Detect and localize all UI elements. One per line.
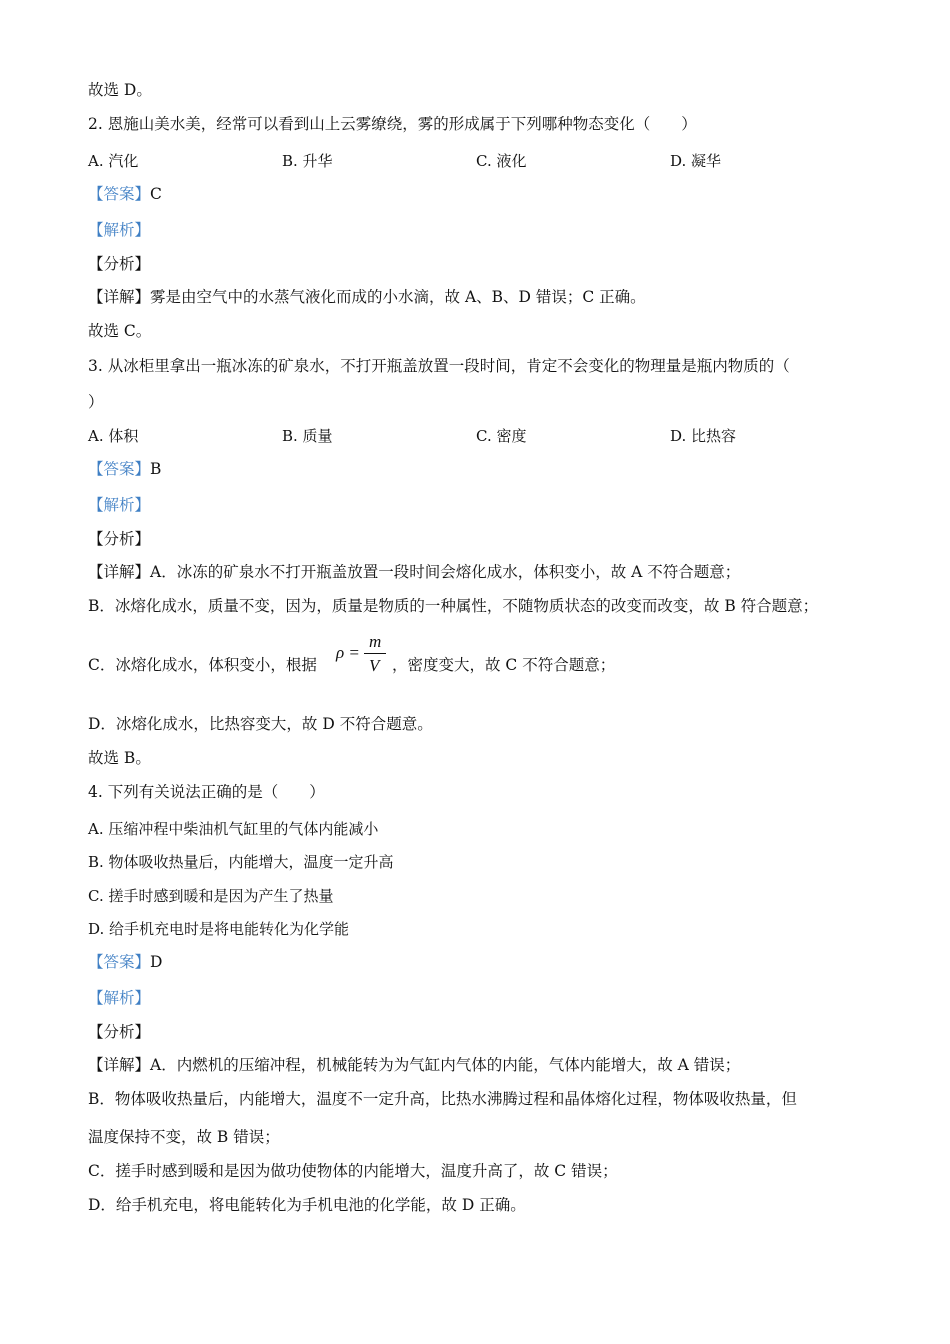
fraction-bar [364, 653, 386, 654]
q4-option-b-explanation-line1: B．物体吸收热量后，内能增大，温度不一定升高，比热水沸腾过程和晶体熔化过程，物体吸收热量，但 [88, 1090, 797, 1108]
q2-option-c: C. 液化 [476, 152, 527, 170]
q1-conclusion: 故选 D。 [88, 81, 152, 99]
q4-answer-line [88, 952, 162, 972]
q4-option-a: A. 压缩冲程中柴油机气缸里的气体内能减小 [88, 820, 379, 838]
q3-option-d: D. 比热容 [670, 427, 737, 445]
answer-label: 【答案】 [88, 953, 151, 971]
q2-option-d: D. 凝华 [670, 152, 722, 170]
q3-detail-line [88, 562, 740, 582]
q4-option-b: B. 物体吸收热量后，内能增大，温度一定升高 [88, 853, 394, 871]
q3-stem-line1: 3. 从冰柜里拿出一瓶冰冻的矿泉水，不打开瓶盖放置一段时间，肯定不会变化的物理量是瓶内物质的（ [88, 357, 790, 375]
q3-stem-line2: ） [88, 393, 104, 411]
q4-option-d-explanation: D．给手机充电，将电能转化为手机电池的化学能，故 D 正确。 [88, 1196, 526, 1214]
detail-label: 【详解】 [88, 1056, 151, 1074]
q4-detail-line [88, 1055, 740, 1075]
q3-option-a: A. 体积 [88, 427, 139, 445]
q2-fenxi-label: 【分析】 [88, 255, 151, 273]
formula-numerator: m [369, 632, 382, 651]
q4-option-b-explanation-line2: 温度保持不变，故 B 错误； [88, 1128, 280, 1146]
q3-conclusion: 故选 B。 [88, 749, 151, 767]
detail-label: 【详解】 [88, 288, 151, 306]
q2-option-b: B. 升华 [282, 152, 333, 170]
q2-answer-line [88, 184, 162, 204]
q4-answer-value: D [150, 953, 163, 971]
q3-fenxi-label: 【分析】 [88, 530, 151, 548]
formula-lhs: ρ = [336, 643, 360, 662]
q3-option-c-explanation-suffix: ，密度变大，故 C 不符合题意； [392, 656, 616, 674]
q2-conclusion: 故选 C。 [88, 322, 152, 340]
q3-option-c: C. 密度 [476, 427, 527, 445]
answer-label: 【答案】 [88, 185, 151, 203]
q2-detail-text: 雾是由空气中的水蒸气液化而成的小水滴，故 A、B、D 错误；C 正确。 [150, 288, 646, 306]
q3-option-b: B. 质量 [282, 427, 333, 445]
q4-stem: 4. 下列有关说法正确的是（ ） [88, 783, 325, 801]
q2-detail-line [88, 287, 646, 307]
q2-stem: 2. 恩施山美水美，经常可以看到山上云雾缭绕，雾的形成属于下列哪种物态变化（ ） [88, 115, 697, 133]
q3-answer-line [88, 459, 161, 479]
q4-option-c-explanation: C．搓手时感到暖和是因为做功使物体的内能增大，温度升高了，故 C 错误； [88, 1162, 618, 1180]
q2-answer-value: C [150, 185, 162, 203]
q3-option-b-explanation: B．冰熔化成水，质量不变，因为，质量是物质的一种属性，不随物质状态的改变而改变，故 B 符合题意； [88, 597, 819, 615]
q2-option-a: A. 汽化 [88, 152, 139, 170]
q3-option-d-explanation: D．冰熔化成水，比热容变大，故 D 不符合题意。 [88, 715, 433, 733]
q3-detail-text: A．冰冻的矿泉水不打开瓶盖放置一段时间会熔化成水，体积变小，故 A 不符合题意； [150, 563, 741, 581]
q3-analysis-label: 【解析】 [88, 496, 151, 514]
q4-detail-text: A．内燃机的压缩冲程，机械能转为为气缸内气体的内能，气体内能增大，故 A 错误； [150, 1056, 741, 1074]
q4-option-c: C. 搓手时感到暖和是因为产生了热量 [88, 887, 334, 905]
answer-label: 【答案】 [88, 460, 151, 478]
q2-analysis-label: 【解析】 [88, 221, 151, 239]
formula-denominator: V [369, 656, 380, 675]
q4-option-d: D. 给手机充电时是将电能转化为化学能 [88, 920, 350, 938]
q4-analysis-label: 【解析】 [88, 989, 151, 1007]
q3-answer-value: B [150, 460, 162, 478]
detail-label: 【详解】 [88, 563, 151, 581]
q4-fenxi-label: 【分析】 [88, 1023, 151, 1041]
q3-option-c-explanation-prefix: C．冰熔化成水，体积变小，根据 [88, 656, 317, 674]
